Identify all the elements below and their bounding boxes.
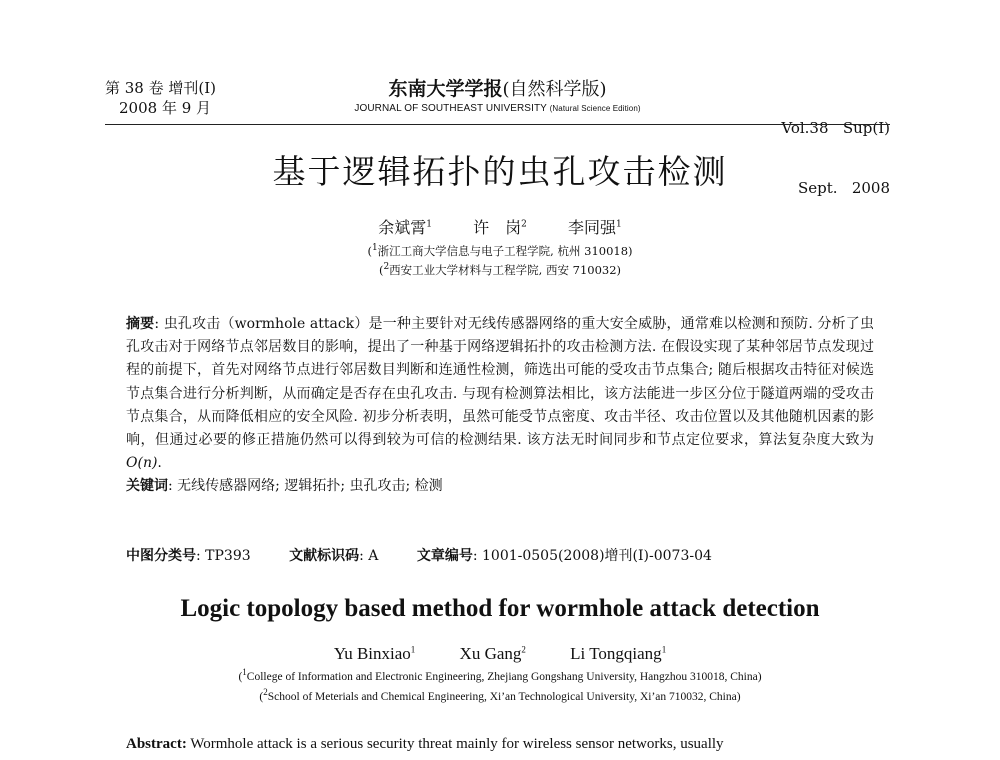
author-cn: 余斌霄$^1$ — [378, 218, 433, 238]
keywords-cn — [126, 475, 874, 498]
abstract-en — [126, 734, 874, 754]
author-cn: 李同强$^1$ — [567, 218, 622, 238]
journal-name-en-main: JOURNAL OF SOUTHEAST UNIVERSITY — [354, 103, 547, 114]
authors-cn — [0, 214, 1000, 239]
journal-name — [105, 78, 890, 117]
abstract-cn-paragraph: 摘要: 虫孔攻击（wormhole attack）是一种主要针对无线传感器网络的重大安全威胁，通常难以检测和预防. 分析了虫孔攻击对于网络节点邻居数目的影响，提出了一种基于网络逻辑拓扑的攻击检测方法. 在假设实现了某种邻居节点发现过程的前提下，首先对网络节点进行邻居数目判断和连通性检测，筛选出可能的受攻击节点集合; 随后根据攻击特征对候选节点集合进行分析判断，从而确定是否存在虫孔攻击. 与现有检测算法相比，该方法能进一步区分位于隧道两端的受攻击节点集合，从而降低相应的安全风险. 初步分析表明，虽然可能受节点密度、攻击半径、攻击位置以及其他随机因素的影响，但通过必要的修正措施仍然可以得到较为可信的检测结果. 该方法无时间同步和节点定位要求，算法复杂度大致为 O(n). — [126, 316, 874, 472]
classification-row — [126, 545, 874, 567]
abstract-cn-complexity: O(n) — [126, 455, 158, 472]
journal-name-cn-sub: (自然科学版) — [502, 79, 607, 100]
keywords-cn-text: : 无线传感器网络; 逻辑拓扑; 虫孔攻击; 检测 — [168, 478, 443, 495]
author-en: Yu Binxiao$^1$ — [333, 643, 416, 663]
title-en: Logic topology based method for wormhole attack detection — [180, 595, 820, 622]
abstract-en-text: Wormhole attack is a serious security threat mainly for wireless sensor networks, usually — [186, 736, 724, 752]
keywords-cn-label: 关键词 — [126, 478, 168, 495]
volume-line-cn: 第 38 卷 增刊(Ⅰ) — [105, 79, 217, 97]
article-number: 文章编号: 1001-0505(2008)增刊(Ⅰ)-0073-04 — [416, 548, 712, 564]
affiliation-cn-2: ($^2$西安工业大学材料与工程学院, 西安 710032) — [378, 262, 622, 277]
abstract-en-label: Abstract: — [126, 736, 187, 752]
author-en: Li Tongqiang$^1$ — [570, 643, 667, 663]
clc-number: 中图分类号: TP393 — [126, 548, 251, 564]
title-cn: 基于逻辑拓扑的虫孔攻击检测 — [272, 152, 728, 191]
abstract-cn — [126, 313, 874, 499]
journal-name-cn-main: 东南大学学报 — [388, 78, 503, 100]
volume-line-en: Vol.38 Sup(Ⅰ) — [781, 119, 890, 137]
affiliation-cn-1: ($^1$浙江工商大学信息与电子工程学院, 杭州 310018) — [367, 243, 633, 258]
authors-en — [0, 638, 1000, 665]
abstract-cn-label: 摘要 — [126, 316, 155, 332]
header-rule — [105, 124, 890, 125]
document-code: 文献标识码: A — [289, 548, 379, 564]
author-cn: 许 岗$^2$ — [473, 218, 527, 238]
date-line-en: Sept. 2008 — [797, 179, 890, 197]
date-line-cn: 2008 年 9 月 — [119, 99, 212, 117]
affiliation-en-1: ($^1$College of Information and Electronic Engineering, Zhejiang Gongshang University, Hangzhou 310018, China) — [238, 667, 762, 683]
journal-name-cn — [105, 78, 890, 101]
affiliation-en-2: ($^2$School of Meterials and Chemical Engineering, Xi’an Technological University, Xi’an 710032, China) — [259, 687, 741, 703]
journal-name-en — [105, 101, 890, 117]
journal-name-en-sub: (Natural Science Edition) — [549, 104, 641, 113]
author-en: Xu Gang$^2$ — [459, 643, 526, 663]
abstract-cn-text: : 虫孔攻击（wormhole attack）是一种主要针对无线传感器网络的重大安全威胁，通常难以检测和预防. 分析了虫孔攻击对于网络节点邻居数目的影响，提出了一种基于网络逻辑拓扑的攻击检测方法. 在假设实现了某种邻居节点发现过程的前提下，首先对网络节点进行邻居数目判断和连通性检测，筛选出可能的受攻击节点集合; 随后根据攻击特征对候选节点集合进行分析判断，从而确定是否存在虫孔攻击. 与现有检测算法相比，该方法能进一步区分位于隧道两端的受攻击节点集合，从而降低相应的安全风险. 初步分析表明，虽然可能受节点密度、攻击半径、攻击位置以及其他随机因素的影响，但通过必要的修正措施仍然可以得到较为可信的检测结果. 该方法无时间同步和节点定位要求，算法复杂度大致为 — [126, 316, 874, 449]
